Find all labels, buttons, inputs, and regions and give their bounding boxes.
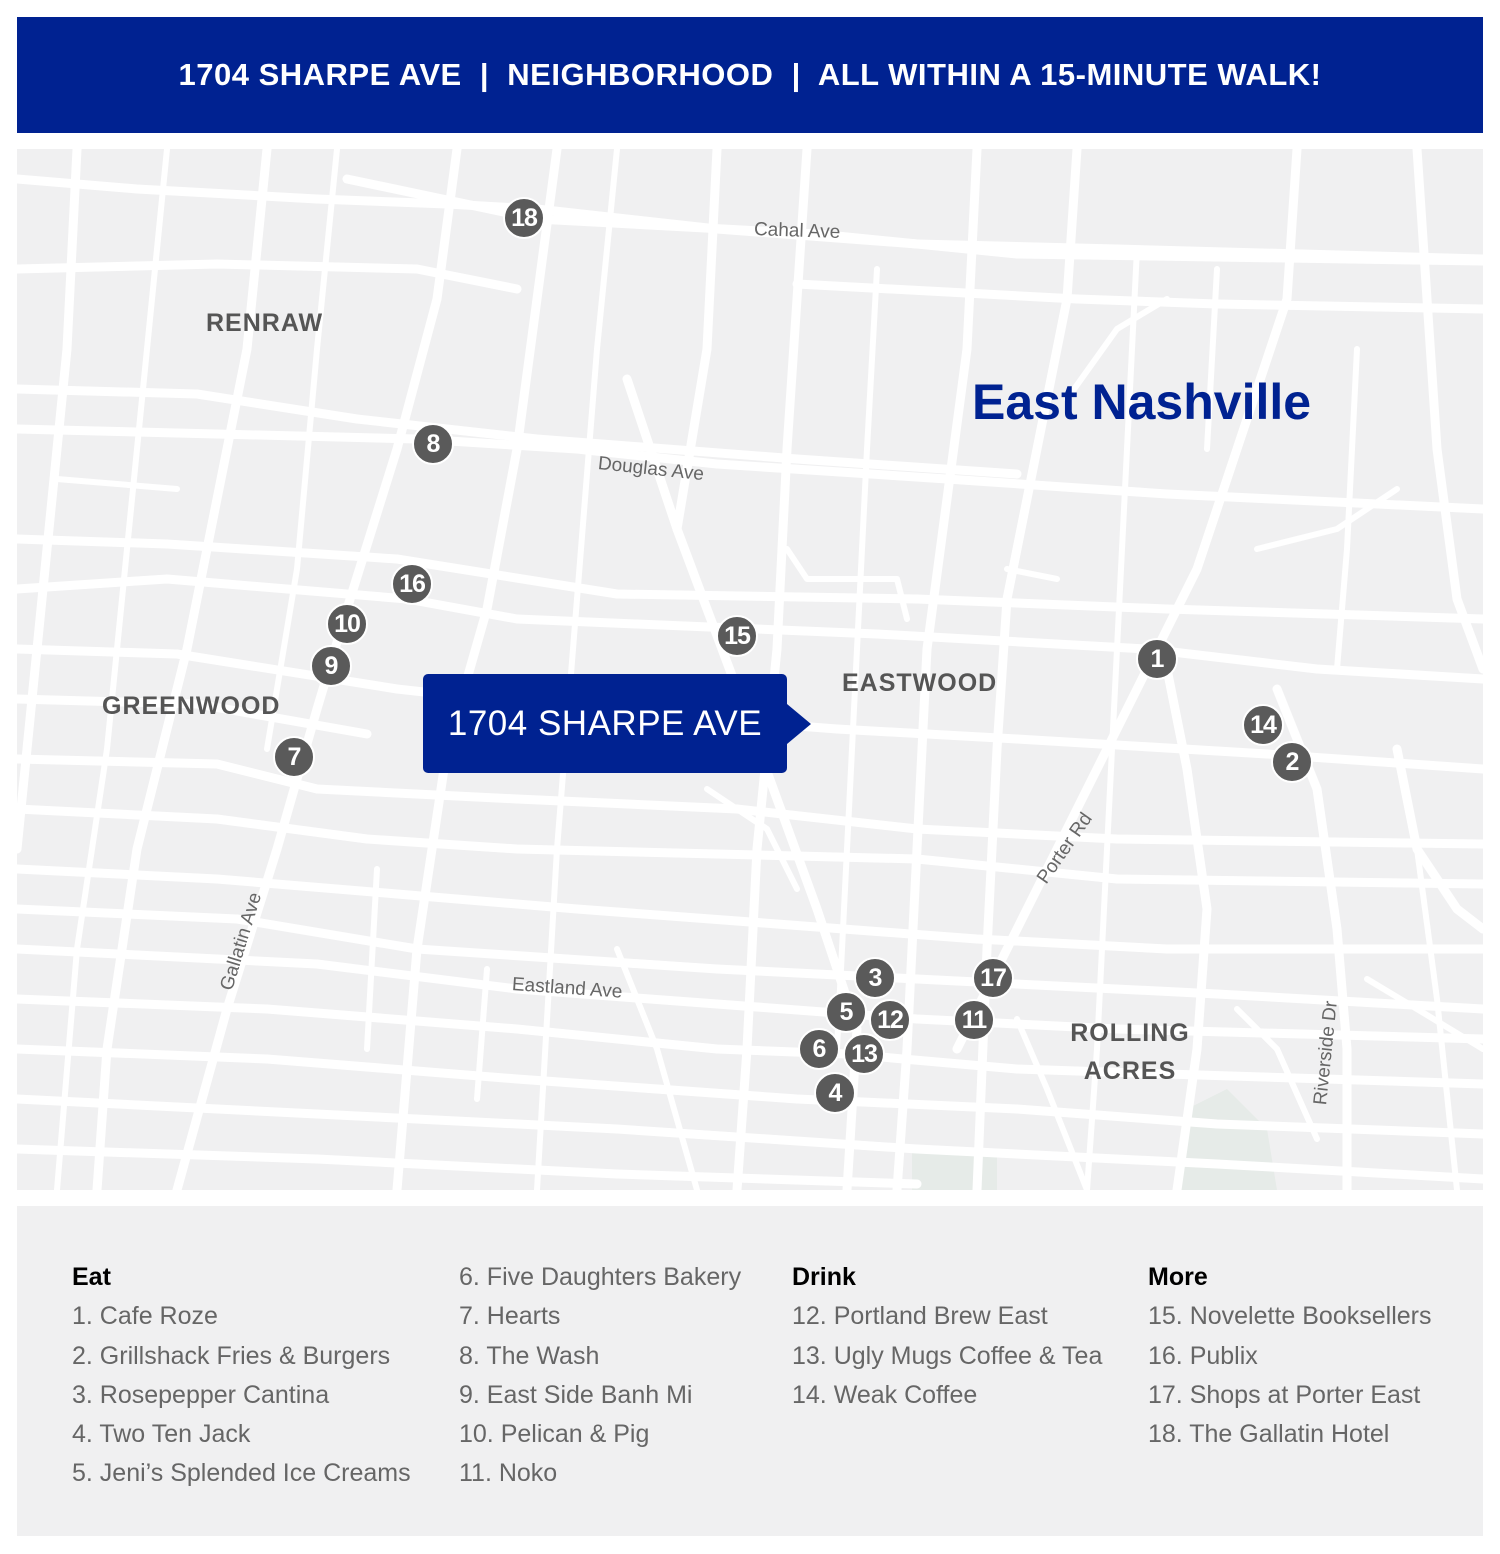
map-pin-15[interactable]: 15: [716, 615, 758, 657]
legend-drink-heading: Drink: [792, 1263, 856, 1291]
legend-item: 10. Pelican & Pig: [459, 1420, 650, 1449]
legend-item: 12. Portland Brew East: [792, 1302, 1048, 1331]
map-pin-7[interactable]: 7: [273, 736, 315, 778]
header-banner: [17, 17, 1483, 133]
map-legend: [17, 1206, 1483, 1536]
legend-item: 9. East Side Banh Mi: [459, 1380, 693, 1409]
legend-eat-heading: Eat: [72, 1263, 111, 1291]
street-label-cahal: Cahal Ave: [753, 219, 841, 244]
neighborhood-label-eastwood: EASTWOOD: [842, 669, 998, 697]
legend-more-column: [1148, 1258, 1431, 1454]
map-pin-18[interactable]: 18: [503, 197, 545, 239]
legend-item: 5. Jeni’s Splended Ice Creams: [72, 1459, 411, 1488]
map-pin-2[interactable]: 2: [1271, 741, 1313, 783]
legend-drink-column: [792, 1258, 1102, 1415]
legend-eat-column-continued: [459, 1258, 741, 1494]
street-label-riverside: Riverside Dr: [1310, 999, 1342, 1107]
legend-item: 11. Noko: [459, 1459, 558, 1488]
street-label-douglas: Douglas Ave: [596, 453, 705, 486]
property-callout[interactable]: [423, 674, 787, 773]
map-pin-8[interactable]: 8: [412, 423, 454, 465]
legend-item: 8. The Wash: [459, 1341, 600, 1370]
legend-eat-column: [72, 1258, 411, 1494]
property-address: 1704 SHARPE AVE: [447, 703, 763, 743]
map-pin-17[interactable]: 17: [972, 957, 1014, 999]
map-pin-11[interactable]: 11: [953, 999, 995, 1041]
street-label-eastland: Eastland Ave: [511, 974, 624, 1003]
map-pin-13[interactable]: 13: [843, 1033, 885, 1075]
neighborhood-label-greenwood: GREENWOOD: [102, 692, 281, 720]
legend-item: 7. Hearts: [459, 1302, 561, 1331]
legend-item: 16. Publix: [1148, 1341, 1258, 1370]
legend-item: 4. Two Ten Jack: [72, 1420, 251, 1449]
map-pin-14[interactable]: 14: [1242, 704, 1284, 746]
header-title: 1704 SHARPE AVE | NEIGHBORHOOD | ALL WITHIN A 15-MINUTE WALK!: [178, 57, 1322, 92]
neighborhood-map[interactable]: [17, 149, 1483, 1190]
legend-item: 3. Rosepepper Cantina: [72, 1380, 330, 1409]
map-pin-12[interactable]: 12: [869, 999, 911, 1041]
map-pin-10[interactable]: 10: [326, 603, 368, 645]
street-label-gallatin: Gallatin Ave: [216, 890, 267, 993]
legend-item: 13. Ugly Mugs Coffee & Tea: [792, 1341, 1103, 1370]
legend-item: 15. Novelette Booksellers: [1148, 1302, 1432, 1331]
neighborhood-label-rolling-acres: ROLLING ACRES: [1070, 1019, 1190, 1085]
legend-more-heading: More: [1148, 1263, 1208, 1291]
map-pin-5[interactable]: 5: [825, 991, 867, 1033]
legend-item: 2. Grillshack Fries & Burgers: [72, 1341, 391, 1370]
legend-item: 18. The Gallatin Hotel: [1148, 1420, 1390, 1449]
legend-item: 17. Shops at Porter East: [1148, 1380, 1421, 1409]
city-label: East Nashville: [972, 374, 1312, 430]
map-pin-9[interactable]: 9: [310, 645, 352, 687]
street-label-porter: Porter Rd: [1032, 809, 1097, 888]
map-pin-6[interactable]: 6: [798, 1028, 840, 1070]
legend-item: 14. Weak Coffee: [792, 1380, 978, 1409]
legend-item: 1. Cafe Roze: [72, 1302, 218, 1331]
map-pin-16[interactable]: 16: [391, 563, 433, 605]
neighborhood-label-renraw: RENRAW: [206, 309, 324, 337]
legend-item: 6. Five Daughters Bakery: [459, 1263, 742, 1291]
map-pin-3[interactable]: 3: [854, 957, 896, 999]
map-pin-4[interactable]: 4: [814, 1072, 856, 1114]
map-pin-1[interactable]: 1: [1136, 638, 1178, 680]
